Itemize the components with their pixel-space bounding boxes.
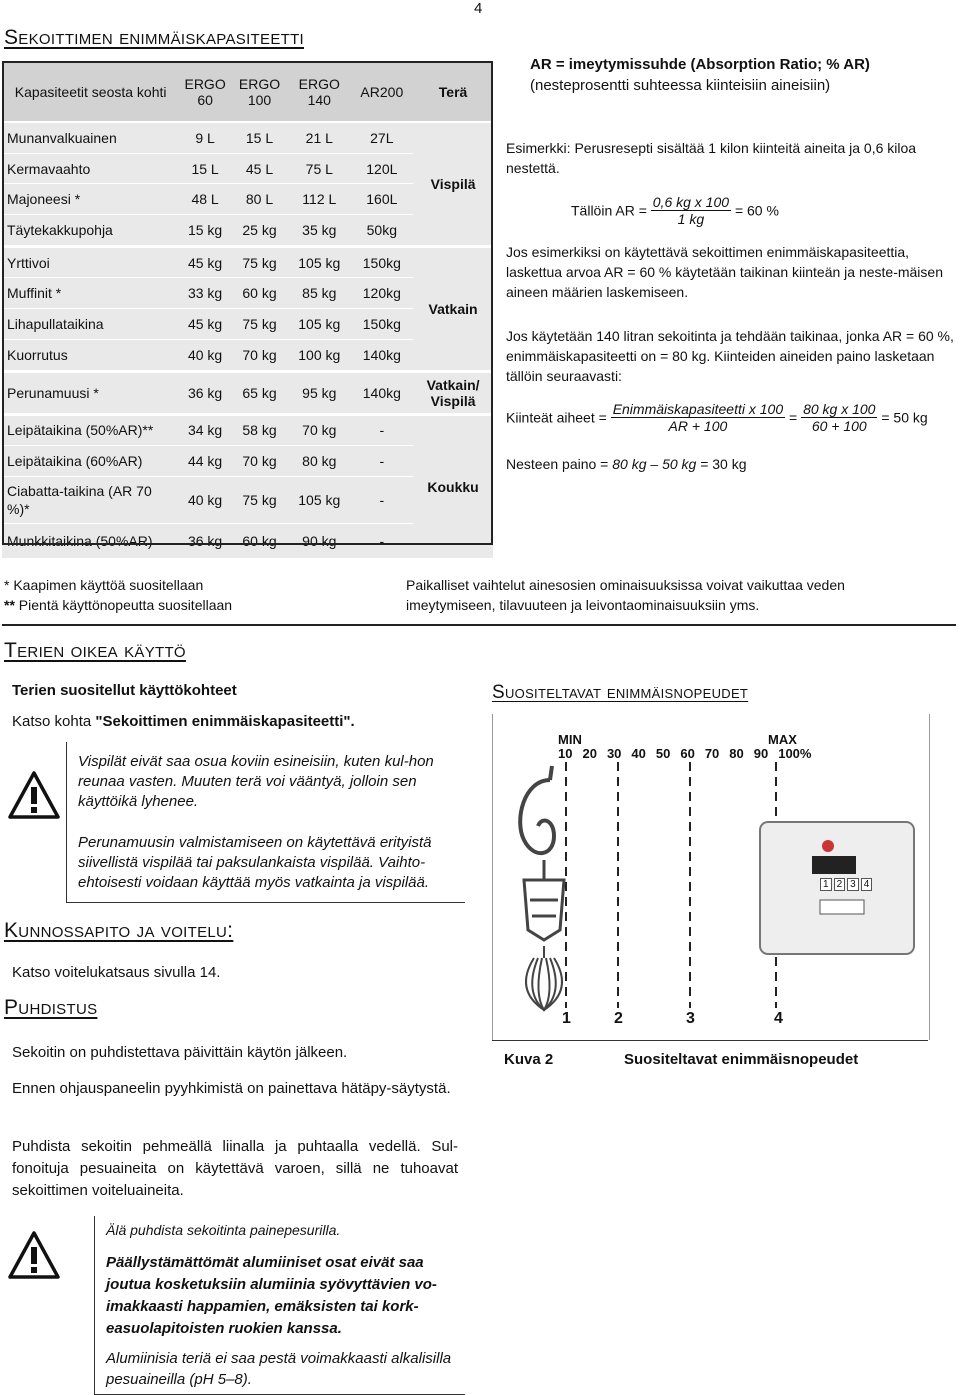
keypad-key: 1 xyxy=(820,878,832,891)
speed-tick-label: 10 xyxy=(558,746,573,761)
capacity-table xyxy=(2,63,493,559)
ar-paragraph-1: Jos esimerkiksi on käytettävä sekoittimen enimmäiskapasiteettia, laskettua arvoa AR = 60 % käytetään taikinan kiinteän ja neste-mäisen aineen määrien laskemiseen. xyxy=(506,244,943,300)
header-blade: Terä xyxy=(413,63,493,122)
blade-warning-1: Vispilät eivät saa osua koviin esineisiin, kuten kul-hon reunaa vasten. Muuten terä voi vääntyä, jolloin sen käyttöikä lyhenee. xyxy=(78,753,434,810)
speed-tick-label: 100% xyxy=(778,746,812,761)
figure-caption-text: Suositeltavat enimmäisnopeudet xyxy=(624,1051,859,1068)
blade-warning-2: Perunamuusin valmistamiseen on käytettävä erityistä siivellistä vispilää tai paksulankaista vispilää. Vaihto-ehtoisesti voidaan käyttää myös vatkainta ja vispilää. xyxy=(78,834,432,891)
blades-use-title: Terien oikea käyttö xyxy=(4,639,186,662)
blades-use-subtitle: Terien suositellut käyttökohteet xyxy=(12,682,237,699)
speed-tick-label: 60 xyxy=(680,746,695,761)
keypad-key: 3 xyxy=(847,878,859,891)
warning-icon xyxy=(8,1230,60,1280)
whisk-icon xyxy=(526,946,562,1010)
table-row: Ciabatta-taikina (AR 70 %)* 40 kg 75 kg 105 kg - xyxy=(2,476,493,523)
table-row: Lihapullataikina 45 kg 75 kg 105 kg 150kg xyxy=(2,309,493,340)
speed-diagram xyxy=(494,760,926,1022)
speed-limit-lines xyxy=(566,762,776,1008)
table-row: Täytekakkupohja 15 kg 25 kg 35 kg 50kg xyxy=(2,215,493,247)
local-variation-note: Paikalliset vaihtelut ainesosien ominaisuuksissa voivat vaikuttaa veden imeytymiseen, tilavuuteen ja leivontaominaisuuksiin yms. xyxy=(406,577,845,613)
ar-title: AR = imeytymissuhde (Absorption Ratio; % AR) (nesteprosentti suhteessa kiinteisiin aineisiin) xyxy=(530,56,870,94)
ar-paragraph-2: Jos käytetään 140 litran sekoitinta ja tehdään taikinaa, jonka AR = 60 %, enimmäiskapasiteetti on = 80 kg. Kiinteiden aineiden paino lasketaan tällöin seuraavasti: xyxy=(506,328,954,384)
keypad-key: 2 xyxy=(834,878,846,891)
blade-vispila: Vispilä xyxy=(413,122,493,246)
figure-caption-rule xyxy=(492,1040,928,1041)
speed-min-label: MIN xyxy=(558,732,582,747)
cleaning-p2: Ennen ohjauspaneelin pyyhkimistä on painettava hätäpy-säytystä. xyxy=(12,1080,451,1097)
maintenance-title: Kunnossapito ja voitelu: xyxy=(4,919,234,942)
header-ergo140: ERGO 140 xyxy=(288,63,350,122)
table-row: Majoneesi * 48 L 80 L 112 L 160L xyxy=(2,184,493,215)
speed-tick-label: 50 xyxy=(655,746,671,761)
cleaning-warning-3: Alumiinisia teriä ei saa pestä voimakkaasti alkalisilla pesuaineilla (pH 5–8). xyxy=(106,1350,452,1388)
figure-caption-label: Kuva 2 xyxy=(504,1051,554,1068)
table-row: Leipätaikina (60%AR) 44 kg 70 kg 80 kg - xyxy=(2,446,493,477)
ar-formula-2: Kiinteät aiheet = $\frac{\text{Enimmäiskapasiteetti x 100}}{AR + 100}$ = $\frac{\text{80 kg x 100}}{60 + 100}$ = 50 kg xyxy=(506,401,928,434)
blades-use-ref: Katso kohta "Sekoittimen enimmäiskapasiteetti". xyxy=(12,713,355,730)
table-row: Muffinit * 33 kg 60 kg 85 kg 120kg xyxy=(2,278,493,309)
header-ar200: AR200 xyxy=(351,63,414,122)
page-number: 4 xyxy=(474,0,483,17)
speed-tick-label: 70 xyxy=(704,746,720,761)
keypad xyxy=(820,878,872,891)
table-row: Leipätaikina (50%AR)** 34 kg 58 kg 70 kg - Koukku xyxy=(2,414,493,446)
blade-koukku: Koukku xyxy=(413,414,493,558)
header-ergo60: ERGO 60 xyxy=(179,63,231,122)
cleaning-warning-2: Päällystämättömät alumiiniset osat eivät saa joutua kosketuksiin alumiinia syövyttävien vo-imakkaasti happamien, emäksisten tai kork-easuolapitoisten ruokien kanssa. xyxy=(106,1254,437,1337)
blade-vatkain-vispila: Vatkain/ Vispilä xyxy=(413,371,493,414)
speed-scale xyxy=(558,746,811,761)
speeds-title: Suositeltavat enimmäisnopeudet xyxy=(492,682,749,703)
footnote-1: * Kaapimen käyttöä suositellaan xyxy=(4,577,204,593)
speed-number-3: 3 xyxy=(686,1010,695,1027)
divider xyxy=(2,624,956,626)
blade-vatkain: Vatkain xyxy=(413,246,493,371)
ar-formula-1: Tällöin AR = $\frac{\text{0,6 kg x 100}}{1 kg}$ = 60 % xyxy=(571,194,779,227)
keypad-key: 4 xyxy=(861,878,873,891)
hook-icon xyxy=(520,766,554,853)
speed-number-1: 1 xyxy=(562,1010,571,1027)
table-row: Yrttivoi 45 kg 75 kg 105 kg 150kg Vatkain xyxy=(2,246,493,278)
table-row: Kermavaahto 15 L 45 L 75 L 120L xyxy=(2,153,493,184)
beater-icon xyxy=(524,860,564,940)
header-ergo100: ERGO 100 xyxy=(231,63,288,122)
table-row: Perunamuusi * 36 kg 65 kg 95 kg 140kg Vatkain/ Vispilä xyxy=(2,371,493,414)
speed-tick-label: 80 xyxy=(729,746,744,761)
speed-number-4: 4 xyxy=(774,1010,783,1027)
cleaning-p3: Puhdista sekoitin pehmeällä liinalla ja puhtaalla vedellä. Sul-fonoituja pesuaineita on käytettävä varoen, sillä ne tuhoavat sekoittimen voiteluaineita. xyxy=(12,1138,458,1199)
table-row: Kuorrutus 40 kg 70 kg 100 kg 140kg xyxy=(2,339,493,371)
maintenance-text: Katso voitelukatsaus sivulla 14. xyxy=(12,964,221,981)
capacity-title: Sekoittimen enimmäiskapasiteetti xyxy=(4,26,305,49)
speed-max-label: MAX xyxy=(768,732,797,747)
speed-tick-label: 90 xyxy=(753,746,769,761)
table-row: Munkkitaikina (50%AR) 36 kg 60 kg 90 kg - xyxy=(2,523,493,558)
speed-tick-label: 30 xyxy=(606,746,622,761)
ar-formula-3: Nesteen paino = 80 kg – 50 kg = 30 kg xyxy=(506,456,747,472)
cleaning-title: Puhdistus xyxy=(4,996,98,1019)
cleaning-p1: Sekoitin on puhdistettava päivittäin käytön jälkeen. xyxy=(12,1044,348,1061)
speed-number-2: 2 xyxy=(614,1010,623,1027)
ar-example: Esimerkki: Perusresepti sisältää 1 kilon kiinteitä aineita ja 0,6 kiloa nestettä. xyxy=(506,140,917,176)
table-row: Munanvalkuainen 9 L 15 L 21 L 27L Vispilä xyxy=(2,122,493,153)
warning-icon xyxy=(8,770,60,820)
cleaning-warning-1: Älä puhdista sekoitinta painepesurilla. xyxy=(106,1222,341,1238)
speed-tick-label: 20 xyxy=(582,746,597,761)
footnote-2: ** Pientä käyttönopeutta suositellaan xyxy=(4,597,233,613)
speed-tick-label: 40 xyxy=(631,746,646,761)
header-capacity: Kapasiteetit seosta kohti xyxy=(2,63,179,122)
